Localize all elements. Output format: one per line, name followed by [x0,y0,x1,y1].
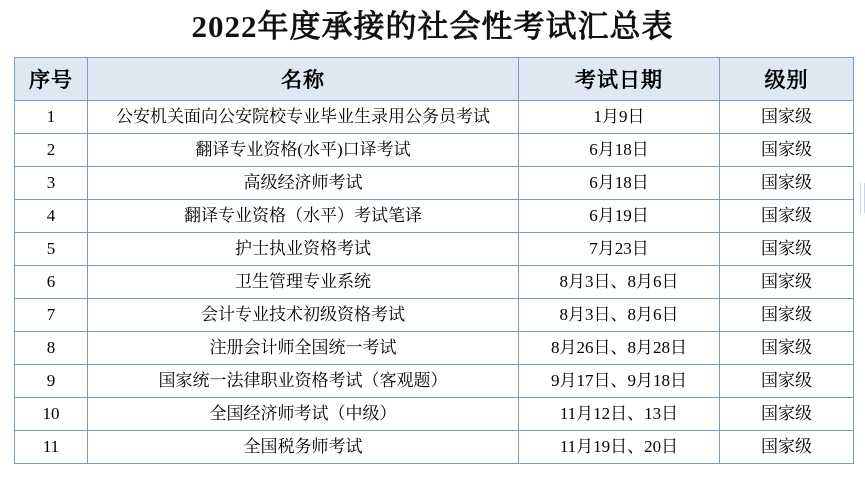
table-row [15,397,854,430]
cell-name: 高级经济师考试 [88,166,519,199]
cell-date: 1月9日 [519,100,720,133]
cell-no: 11 [15,430,88,463]
table-row [15,265,854,298]
column-header-date: 考试日期 [519,57,720,100]
table-container [0,57,865,464]
cell-date: 6月18日 [519,133,720,166]
cell-level: 国家级 [720,199,854,232]
column-header-level: 级别 [720,57,854,100]
cell-level: 国家级 [720,100,854,133]
table-row [15,199,854,232]
cell-level: 国家级 [720,331,854,364]
cell-level: 国家级 [720,166,854,199]
cell-no: 8 [15,331,88,364]
cell-level: 国家级 [720,265,854,298]
cell-name: 国家统一法律职业资格考试（客观题） [88,364,519,397]
table-row [15,100,854,133]
page-title: 2022年度承接的社会性考试汇总表 [191,9,674,44]
exam-summary-table [14,57,854,464]
cell-name: 全国经济师考试（中级） [88,397,519,430]
table-row [15,364,854,397]
cell-date: 8月3日、8月6日 [519,265,720,298]
cell-name: 翻译专业资格(水平)口译考试 [88,133,519,166]
cell-date: 8月3日、8月6日 [519,298,720,331]
cell-no: 7 [15,298,88,331]
cell-level: 国家级 [720,232,854,265]
cell-name: 公安机关面向公安院校专业毕业生录用公务员考试 [88,100,519,133]
table-row [15,133,854,166]
table-header [15,57,854,100]
cell-name: 会计专业技术初级资格考试 [88,298,519,331]
table-row [15,166,854,199]
cell-name: 注册会计师全国统一考试 [88,331,519,364]
cell-date: 8月26日、8月28日 [519,331,720,364]
cell-level: 国家级 [720,298,854,331]
cell-no: 4 [15,199,88,232]
cell-date: 11月12日、13日 [519,397,720,430]
cell-no: 1 [15,100,88,133]
column-header-no: 序号 [15,57,88,100]
cell-name: 护士执业资格考试 [88,232,519,265]
scan-edge-artifact [860,183,865,213]
table-header-row [15,57,854,100]
cell-date: 6月18日 [519,166,720,199]
cell-no: 5 [15,232,88,265]
cell-name: 卫生管理专业系统 [88,265,519,298]
cell-date: 11月19日、20日 [519,430,720,463]
cell-level: 国家级 [720,397,854,430]
cell-no: 6 [15,265,88,298]
column-header-name: 名称 [88,57,519,100]
cell-date: 6月19日 [519,199,720,232]
cell-level: 国家级 [720,430,854,463]
table-body [15,100,854,463]
cell-name: 全国税务师考试 [88,430,519,463]
cell-no: 10 [15,397,88,430]
table-row [15,298,854,331]
table-row [15,331,854,364]
cell-date: 7月23日 [519,232,720,265]
table-row [15,430,854,463]
cell-name: 翻译专业资格（水平）考试笔译 [88,199,519,232]
cell-date: 9月17日、9月18日 [519,364,720,397]
cell-no: 9 [15,364,88,397]
cell-no: 2 [15,133,88,166]
cell-no: 3 [15,166,88,199]
table-row [15,232,854,265]
cell-level: 国家级 [720,133,854,166]
cell-level: 国家级 [720,364,854,397]
